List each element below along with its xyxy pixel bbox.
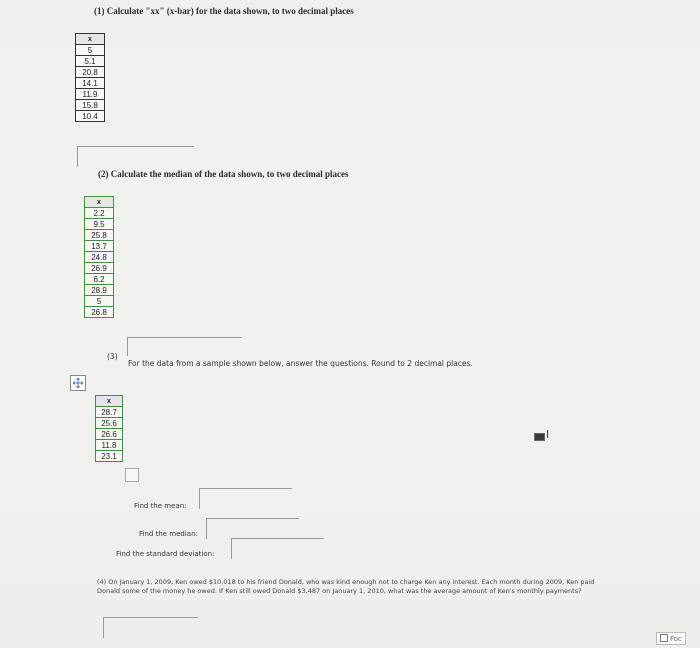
table-cell: 26.9 — [85, 263, 114, 274]
median-label: Find the median: — [139, 530, 198, 538]
table-header: x — [85, 197, 114, 208]
table-cell: 2.2 — [85, 208, 114, 219]
median-answer-input[interactable] — [206, 518, 299, 539]
question-3-data-table — [95, 395, 123, 462]
table-cell: 10.4 — [76, 111, 105, 122]
table-cell: 5 — [76, 45, 105, 56]
standard-deviation-label: Find the standard deviation: — [116, 550, 215, 558]
table-header: x — [96, 396, 123, 407]
question-2-answer-input[interactable] — [127, 337, 242, 356]
question-1-title: (1) Calculate "xx" (x-bar) for the data shown, to two decimal places — [94, 6, 354, 16]
table-cell: 5.1 — [76, 56, 105, 67]
table-cell: 26.8 — [85, 307, 114, 318]
table-cell: 20.8 — [76, 67, 105, 78]
text-cursor-icon: I — [546, 428, 550, 441]
move-icon[interactable] — [70, 375, 86, 391]
focus-button[interactable] — [656, 632, 686, 645]
table-resize-handle[interactable] — [125, 468, 139, 482]
table-header: x — [76, 34, 105, 45]
keyboard-icon — [534, 433, 545, 441]
mean-answer-input[interactable] — [199, 488, 292, 509]
table-cell: 28.9 — [85, 285, 114, 296]
question-3-number: (3) — [107, 352, 118, 361]
table-cell: 15.8 — [76, 100, 105, 111]
table-cell: 5 — [85, 296, 114, 307]
table-cell: 9.5 — [85, 219, 114, 230]
question-2-data-table — [84, 196, 114, 318]
focus-label: Foc — [670, 635, 682, 643]
table-cell: 13.7 — [85, 241, 114, 252]
table-cell: 23.1 — [96, 451, 123, 462]
table-cell: 14.1 — [76, 78, 105, 89]
question-4-answer-input[interactable] — [103, 617, 198, 638]
table-cell: 24.8 — [85, 252, 114, 263]
table-cell: 25.8 — [85, 230, 114, 241]
question-1-answer-input[interactable] — [77, 146, 194, 167]
table-cell: 25.6 — [96, 418, 123, 429]
question-4-text: (4) On January 1, 2009, Ken owed $10,018 to his friend Donald, who was kind enough not to charge Ken any interest. Each month during 2009, Ken paid Donald some of the money he owed. If Ken still owed Donald $3,487 on January 1, 2010, what was the average amount of Ken's monthly payments? — [97, 578, 595, 595]
table-cell: 11.9 — [76, 89, 105, 100]
question-1-data-table — [75, 33, 105, 122]
question-3-title: For the data from a sample shown below, answer the questions. Round to 2 decimal places. — [128, 359, 473, 368]
table-cell: 26.6 — [96, 429, 123, 440]
table-cell: 11.8 — [96, 440, 123, 451]
question-2-title: (2) Calculate the median of the data shown, to two decimal places — [98, 169, 349, 179]
mean-label: Find the mean: — [134, 502, 187, 510]
table-cell: 6.2 — [85, 274, 114, 285]
table-cell: 28.7 — [96, 407, 123, 418]
focus-icon — [660, 634, 668, 642]
standard-deviation-answer-input[interactable] — [231, 538, 324, 559]
